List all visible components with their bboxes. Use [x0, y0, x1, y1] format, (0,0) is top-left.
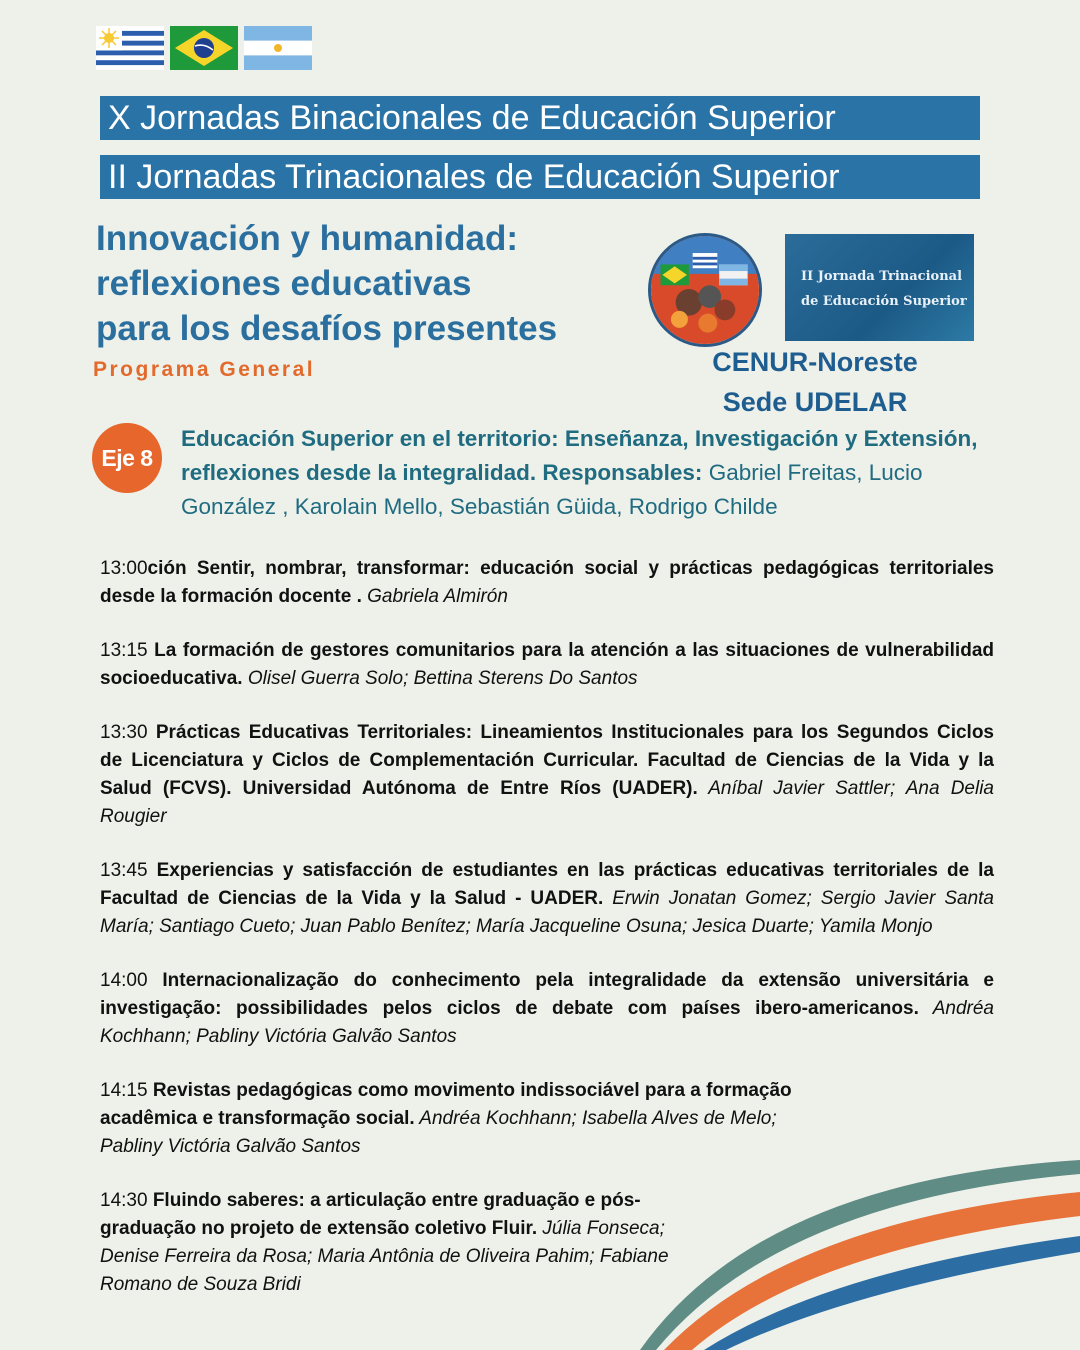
- session-time: 13:00: [100, 558, 148, 579]
- uruguay-flag: [96, 26, 164, 70]
- session-authors: Olisel Guerra Solo; Bettina Sterens Do Santos: [242, 668, 638, 689]
- session-item: [100, 637, 994, 693]
- eje-title: Educación Superior en el territorio: Enseñanza, Investigación y Extensión, reflexiones desde la integralidad. Responsables:: [181, 426, 978, 485]
- session-authors: Júlia Fonseca; Denise Ferreira da Rosa; Maria Antônia de Oliveira Pahim; Fabiane Romano de Souza Bridi: [100, 1218, 669, 1295]
- eje-badge: Eje 8: [92, 423, 162, 493]
- eje-description: [181, 422, 981, 524]
- session-item: [100, 857, 994, 941]
- session-title: ción Sentir, nombrar, transformar: educación social y prácticas pedagógicas territoriales desde la formación docente .: [100, 558, 994, 607]
- session-authors: Erwin Jonatan Gomez; Sergio Javier Santa María; Santiago Cueto; Juan Pablo Benítez; María Jacqueline Osuna; Jesica Duarte; Yamila Monjo: [100, 888, 994, 937]
- banner-binacionales: X Jornadas Binacionales de Educación Superior: [100, 96, 980, 140]
- logo-line: de Educación Superior: [801, 294, 967, 309]
- session-time: 13:45: [100, 860, 148, 881]
- session-authors: Aníbal Javier Sattler; Ana Delia Rougier: [100, 778, 994, 827]
- session-time: 14:00: [100, 970, 148, 991]
- session-title: Fluindo saberes: a articulação entre graduação e pós-graduação no projeto de extensão coletivo Fluir.: [100, 1190, 641, 1239]
- session-title: Prácticas Educativas Territoriales: Lineamientos Institucionales para los Segundos Ciclos de Licenciatura y Ciclos de Complementación Curricular. Facultad de Ciencias de la Vida y la Salud (FCVS). Universidad Autónoma de Entre Ríos (UADER).: [100, 722, 994, 799]
- brazil-flag: [170, 26, 238, 70]
- flags-row: [96, 26, 312, 70]
- event-circle-logo: [648, 233, 762, 347]
- session-item: [100, 555, 994, 611]
- decorative-swoosh: [620, 1140, 1080, 1350]
- session-authors: Andréa Kochhann; Isabella Alves de Melo; Pabliny Victória Galvão Santos: [100, 1108, 777, 1157]
- jornada-trinacional-logo: [785, 234, 974, 341]
- logo-line: II Jornada Trinacional: [801, 269, 963, 284]
- banner-trinacionales: II Jornadas Trinacionales de Educación Superior: [100, 155, 980, 199]
- cenur-line: CENUR-Noreste: [712, 347, 918, 377]
- headline-line: para los desafíos presentes: [96, 309, 558, 348]
- session-time: 14:15: [100, 1080, 148, 1101]
- headline: [96, 216, 636, 351]
- session-title: La formación de gestores comunitarios para la atención a las situaciones de vulnerabilidad socioeducativa.: [100, 640, 994, 689]
- session-item: [100, 967, 994, 1051]
- session-time: 14:30: [100, 1190, 148, 1211]
- session-authors: Gabriela Almirón: [361, 586, 508, 607]
- session-title: Internacionalização do conhecimento pela integralidade da extensão universitária e investigação: possibilidades pelos ciclos de debate com países ibero-americanos.: [100, 970, 994, 1019]
- session-authors: Andréa Kochhann; Pabliny Victória Galvão Santos: [100, 998, 995, 1047]
- cenur-label: [700, 342, 930, 422]
- argentina-flag: [244, 26, 312, 70]
- headline-line: reflexiones educativas: [96, 264, 472, 303]
- session-time: 13:30: [100, 722, 148, 743]
- eje-responsables: Gabriel Freitas, Lucio González , Karolain Mello, Sebastián Güida, Rodrigo Childe: [181, 460, 923, 519]
- session-item: [100, 719, 994, 831]
- cenur-line: Sede UDELAR: [722, 387, 908, 417]
- session-title: Revistas pedagógicas como movimento indissociável para a formação acadêmica e transformação social.: [100, 1080, 792, 1129]
- programa-general-label: Programa General: [93, 358, 316, 381]
- session-time: 13:15: [100, 640, 148, 661]
- session-item: [100, 1187, 680, 1299]
- headline-line: Innovación y humanidad:: [96, 219, 518, 258]
- session-title: Experiencias y satisfacción de estudiantes en las prácticas educativas territoriales de la Facultad de Ciencias de la Vida y la Salud - UADER.: [100, 860, 994, 909]
